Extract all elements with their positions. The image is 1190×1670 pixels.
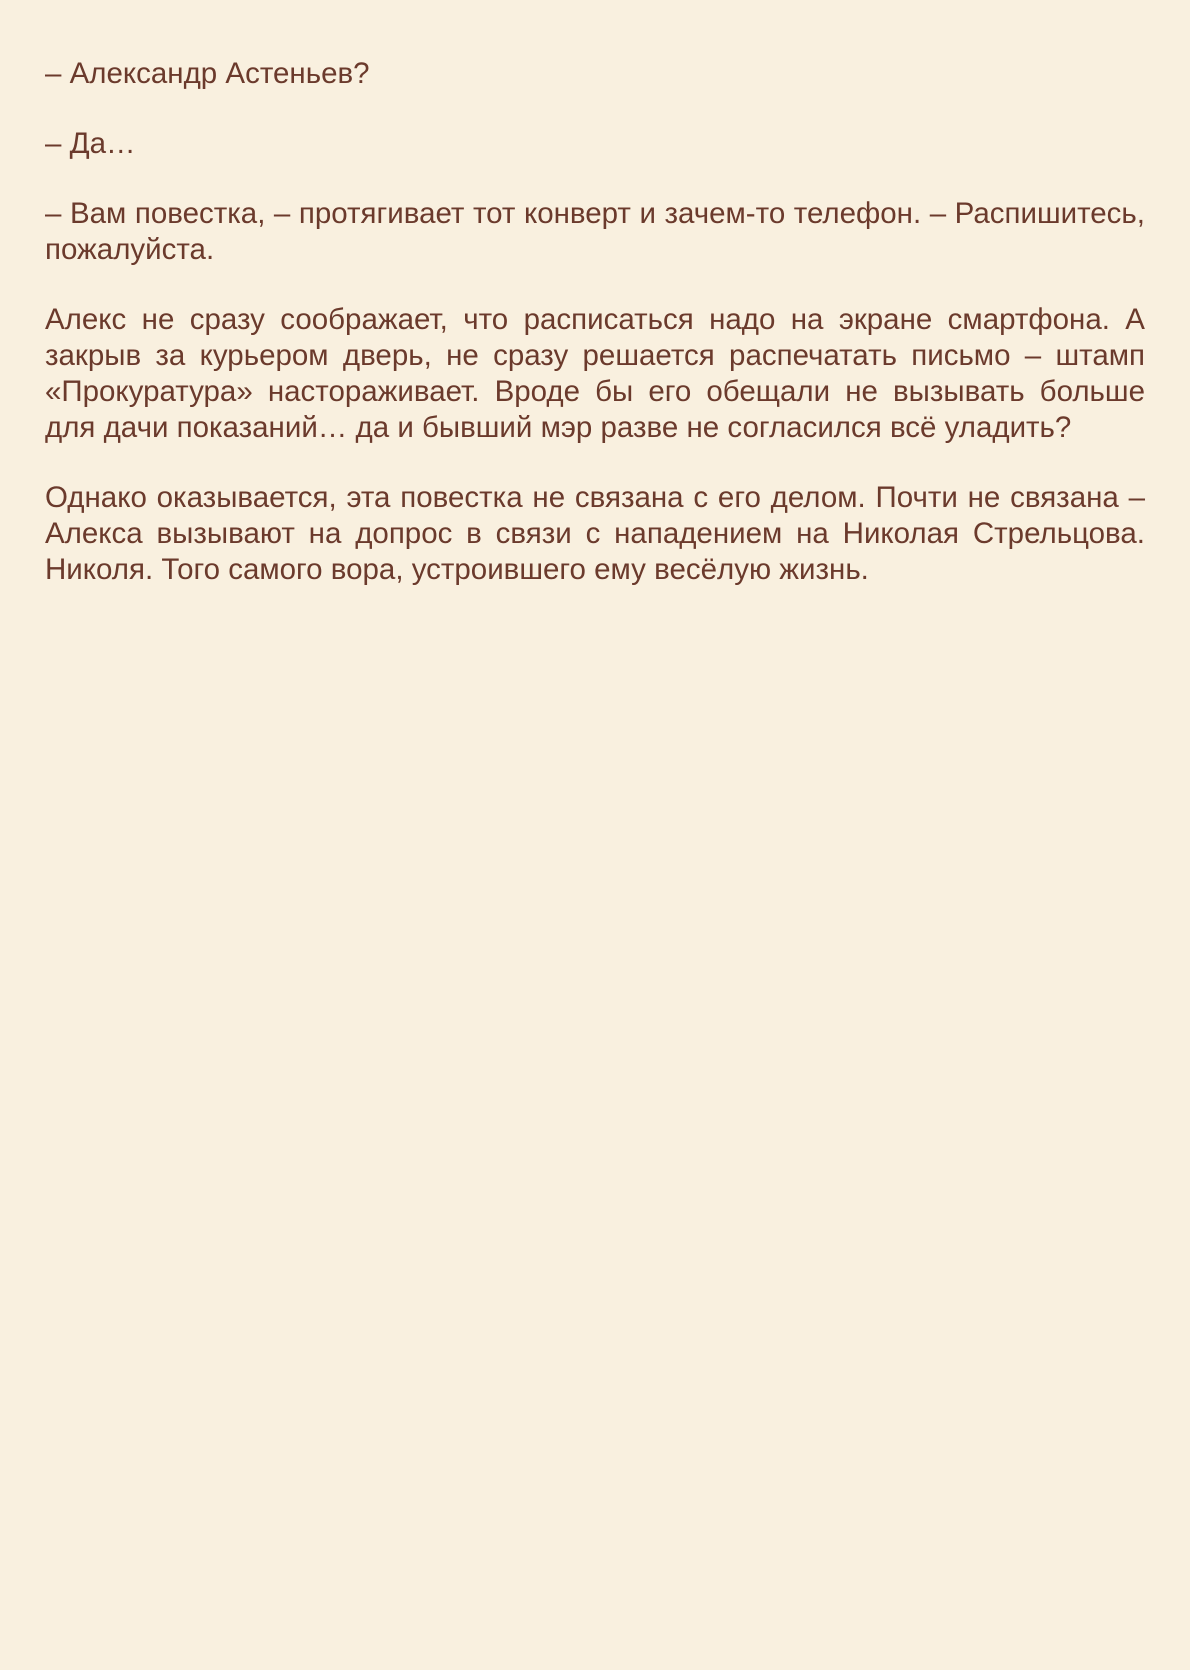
narrative-paragraph-2: Однако оказывается, эта повестка не связана с его делом. Почти не связана – Алекса вызывают на допрос в связи с нападением на Николая Стрельцова. Николя. Того самого вора, устроившего ему весёлую жизнь.	[45, 481, 1145, 586]
narrative-paragraph-1: Алекс не сразу соображает, что расписаться надо на экране смартфона. А закрыв за курьером дверь, не сразу решается распечатать письмо – штамп «Прокуратура» настораживает. Вроде бы его обещали не вызывать больше для дачи показаний… да и бывший мэр разве не согласился всё уладить?	[45, 303, 1145, 444]
dialogue-line-3: – Вам повестка, – протягивает тот конверт и зачем-то телефон. – Распишитесь, пожалуйста.	[45, 197, 1145, 266]
dialogue-line-2: – Да…	[45, 127, 136, 160]
dialogue-line-1: – Александр Астеньев?	[45, 57, 370, 90]
